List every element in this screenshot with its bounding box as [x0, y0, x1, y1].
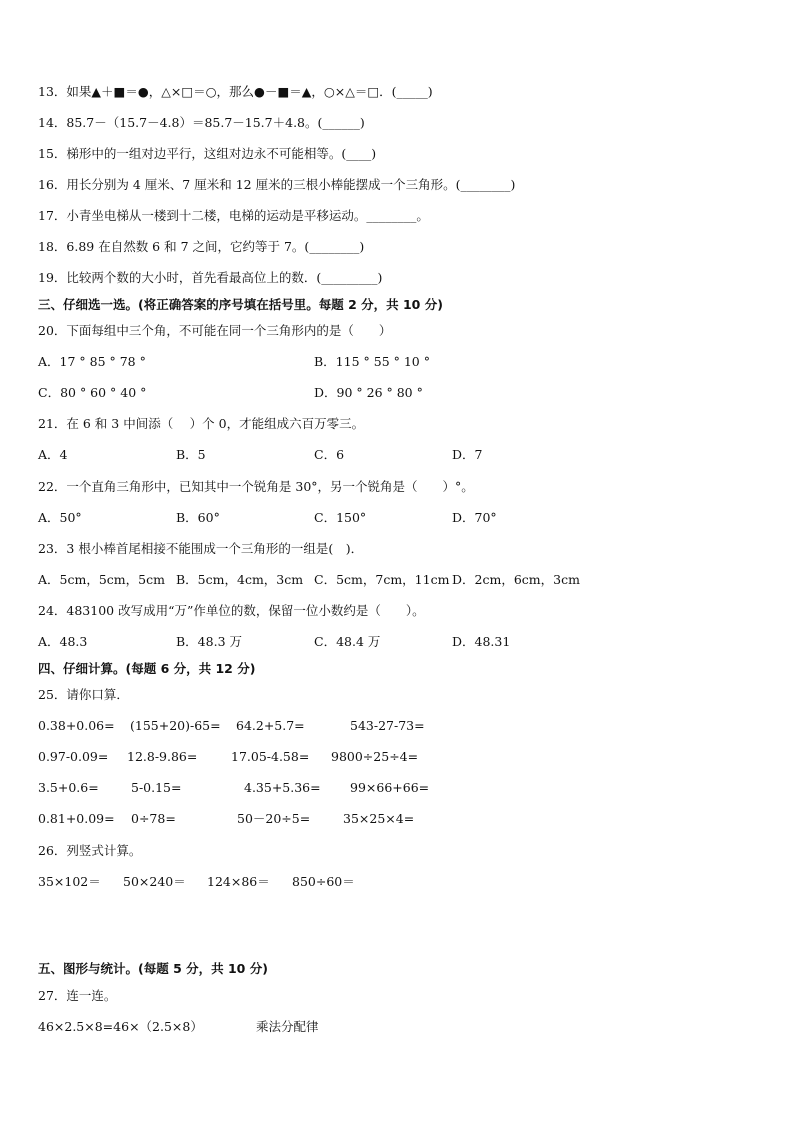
question-20-option-a: A．17 ° 85 ° 78 °: [38, 354, 146, 369]
vertical-calc-item: 850÷60＝: [292, 874, 355, 889]
question-20-stem: 20．下面每组中三个角，不可能在同一个三角形内的是（ ）: [38, 323, 392, 338]
section-3-header: 三、仔细选一选。(将正确答案的序号填在括号里。每题 2 分，共 10 分): [38, 297, 443, 312]
vertical-calc-item: 50×240＝: [123, 874, 186, 889]
oral-calc-item: 0.38+0.06=: [38, 718, 115, 733]
oral-calc-item: 64.2+5.7=: [236, 718, 305, 733]
oral-calc-item: 12.8-9.86=: [127, 749, 198, 764]
oral-calc-item: 99×66+66=: [350, 780, 430, 795]
question-23-option-c: C．5cm，7cm，11cm: [314, 572, 450, 587]
question-19: 19．比较两个数的大小时，首先看最高位上的数．(_________): [38, 270, 383, 285]
oral-calc-item: 35×25×4=: [343, 811, 415, 826]
question-13: 13．如果▲＋■＝●，△×□＝○，那么●－■＝▲，○×△＝□．(_____): [38, 84, 433, 99]
question-20-option-b: B．115 ° 55 ° 10 °: [314, 354, 430, 369]
oral-calc-item: 4.35+5.36=: [244, 780, 321, 795]
question-22-option-b: B．60°: [176, 510, 220, 525]
question-22-option-c: C．150°: [314, 510, 367, 525]
oral-calc-item: 0÷78=: [131, 811, 176, 826]
oral-calc-item: 9800÷25÷4=: [331, 749, 419, 764]
question-21-option-d: D．7: [452, 447, 483, 462]
oral-calc-item: 0.81+0.09=: [38, 811, 115, 826]
question-17: 17．小青坐电梯从一楼到十二楼，电梯的运动是平移运动。________。: [38, 208, 429, 223]
section-5-header: 五、图形与统计。(每题 5 分，共 10 分): [38, 961, 268, 976]
oral-calc-item: 5-0.15=: [131, 780, 182, 795]
question-14: 14．85.7－（15.7－4.8）＝85.7－15.7＋4.8。(______): [38, 115, 365, 130]
match-left-item: 46×2.5×8=46×（2.5×8）: [38, 1019, 203, 1034]
question-23-option-a: A．5cm，5cm，5cm: [38, 572, 165, 587]
match-right-item: 乘法分配律: [256, 1019, 319, 1034]
question-21-option-c: C．6: [314, 447, 345, 462]
question-21-stem: 21．在 6 和 3 中间添（ ）个 0，才能组成六百万零三。: [38, 416, 365, 431]
question-23-stem: 23．3 根小棒首尾相接不能围成一个三角形的一组是( )．: [38, 541, 364, 556]
oral-calc-item: 3.5+0.6=: [38, 780, 99, 795]
question-21-option-b: B．5: [176, 447, 206, 462]
question-26-stem: 26．列竖式计算。: [38, 843, 142, 858]
oral-calc-item: 50－20÷5=: [237, 811, 311, 826]
oral-calc-item: (155+20)-65=: [130, 718, 221, 733]
question-27-stem: 27．连一连。: [38, 988, 117, 1003]
question-22-stem: 22．一个直角三角形中，已知其中一个锐角是 30°，另一个锐角是（ ）°。: [38, 479, 474, 494]
question-22-option-a: A．50°: [38, 510, 82, 525]
oral-calc-item: 0.97-0.09=: [38, 749, 109, 764]
question-16: 16．用长分别为 4 厘米、7 厘米和 12 厘米的三根小棒能摆成一个三角形。(________): [38, 177, 516, 192]
section-4-header: 四、仔细计算。(每题 6 分，共 12 分): [38, 661, 256, 676]
question-20-option-d: D．90 ° 26 ° 80 °: [314, 385, 423, 400]
oral-calc-item: 17.05-4.58=: [231, 749, 310, 764]
question-23-option-b: B．5cm，4cm，3cm: [176, 572, 304, 587]
question-24-option-d: D．48.31: [452, 634, 511, 649]
question-24-option-c: C．48.4 万: [314, 634, 381, 649]
question-15: 15．梯形中的一组对边平行，这组对边永不可能相等。(____): [38, 146, 377, 161]
question-21-option-a: A．4: [38, 447, 68, 462]
question-23-option-d: D．2cm，6cm，3cm: [452, 572, 580, 587]
question-24-option-a: A．48.3: [38, 634, 88, 649]
oral-calc-item: 543-27-73=: [350, 718, 425, 733]
vertical-calc-item: 124×86＝: [207, 874, 270, 889]
question-25-stem: 25．请你口算．: [38, 687, 129, 702]
vertical-calc-item: 35×102＝: [38, 874, 101, 889]
question-20-option-c: C．80 ° 60 ° 40 °: [38, 385, 147, 400]
question-24-option-b: B．48.3 万: [176, 634, 242, 649]
question-18: 18．6.89 在自然数 6 和 7 之间，它约等于 7。(________): [38, 239, 365, 254]
question-22-option-d: D．70°: [452, 510, 497, 525]
question-24-stem: 24．483100 改写成用“万”作单位的数，保留一位小数约是（ ）。: [38, 603, 425, 618]
